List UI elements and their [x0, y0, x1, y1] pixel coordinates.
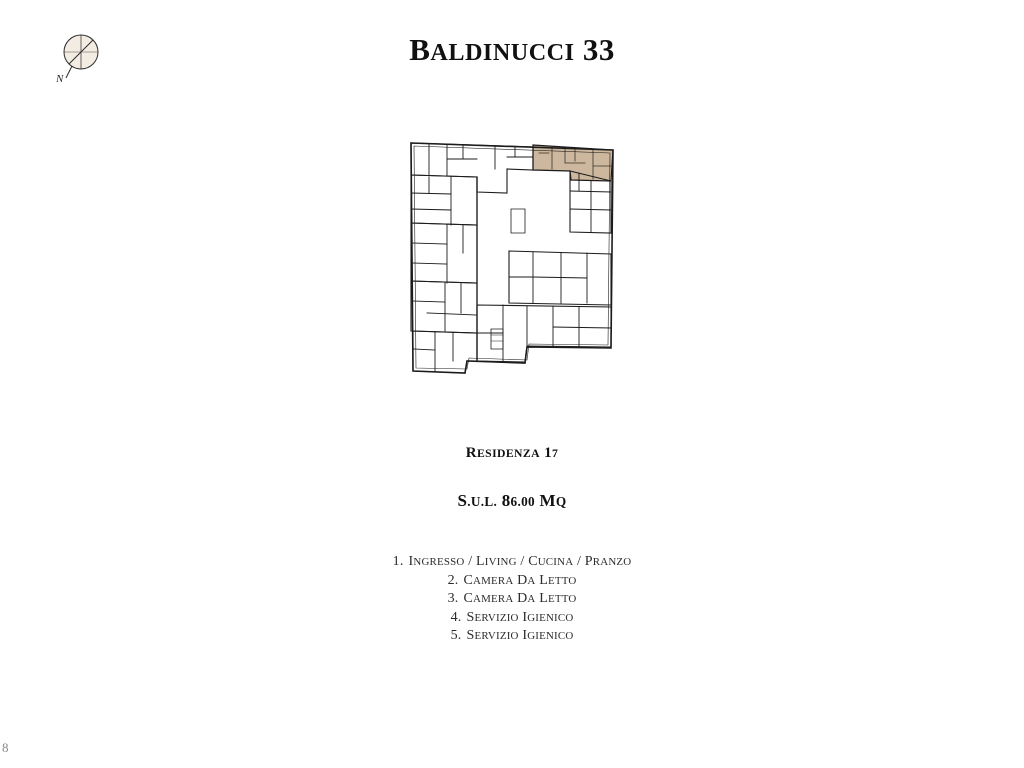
residence-caption — [0, 445, 1024, 462]
list-item-number: 3. — [447, 591, 459, 606]
list-item-label: SERVIZIO IGIENICO — [466, 628, 574, 643]
area-caption-text: S.U.L. 86.00 MQ — [457, 491, 567, 510]
list-item-label: CAMERA DA LETTO — [463, 572, 577, 588]
floor-plan-drawing — [407, 133, 622, 378]
svg-text:N: N — [56, 73, 64, 85]
list-item-label: SERVIZIO IGIENICO — [466, 609, 574, 625]
area-caption — [0, 491, 1024, 511]
list-item-number: 1. — [392, 554, 404, 569]
page-number: 8 — [2, 740, 9, 755]
list-item — [0, 572, 1024, 591]
list-item-label: CAMERA DA LETTO — [463, 591, 577, 606]
list-item-number: 2. — [447, 572, 459, 588]
list-item — [0, 627, 1024, 646]
page-title-render: BALDINUCCI 33 — [409, 32, 615, 67]
list-item-number: 5. — [450, 628, 462, 643]
list-item — [0, 590, 1024, 609]
list-item — [0, 609, 1024, 628]
list-item — [0, 553, 1024, 572]
residence-caption-text: RESIDENZA 17 — [465, 445, 559, 461]
room-list — [0, 553, 1024, 646]
page-title — [0, 32, 1024, 68]
list-item-number: 4. — [450, 609, 462, 625]
list-item-label: INGRESSO / LIVING / CUCINA / PRANZO — [408, 554, 632, 569]
